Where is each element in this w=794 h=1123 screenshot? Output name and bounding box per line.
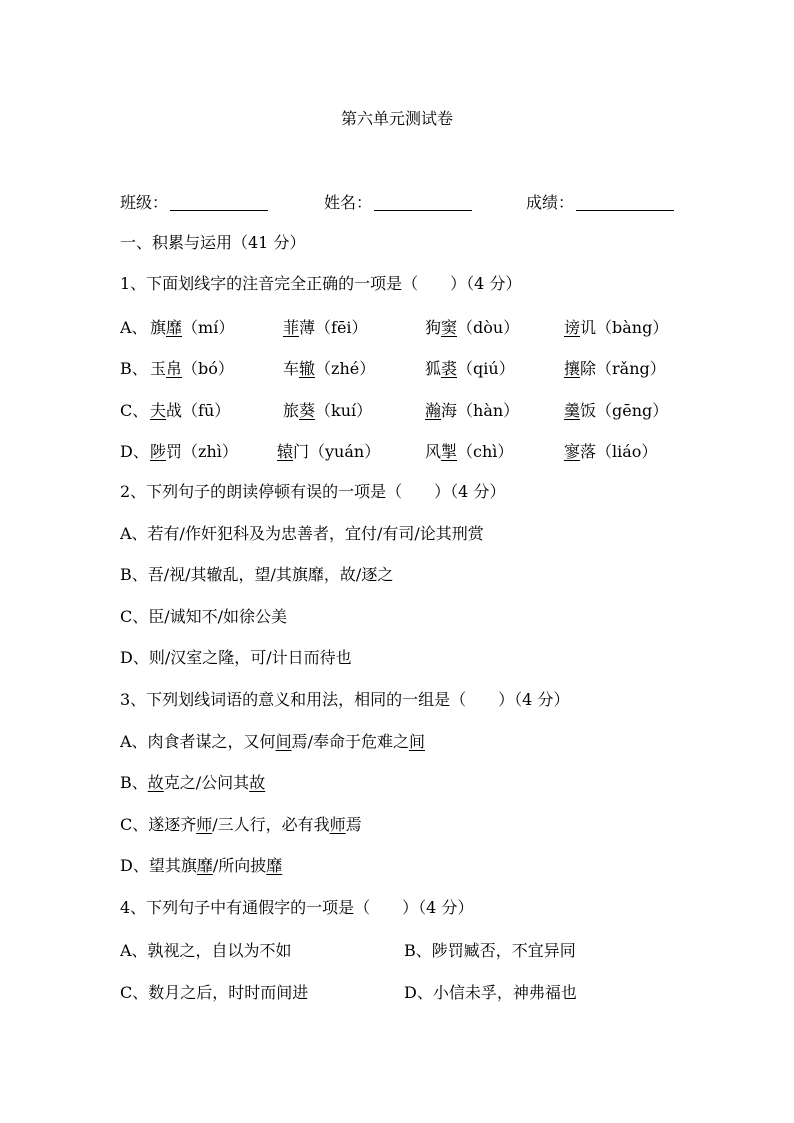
underlined-char: 帛 xyxy=(166,359,183,378)
underlined-char: 掣 xyxy=(441,442,458,461)
name-blank[interactable] xyxy=(374,194,472,211)
underlined-char: 攘 xyxy=(564,359,581,378)
pinyin-item: 瀚海（hàn） xyxy=(425,401,520,420)
question-2-option-b: B、吾/视/其辙乱，望/其旗靡，故/逐之 xyxy=(120,565,394,584)
option-text: /三人行，必有我 xyxy=(212,815,330,834)
option-letter: D、 xyxy=(120,442,149,461)
pinyin-item: 谤讥（bàng） xyxy=(564,318,669,337)
underlined-char: 羹 xyxy=(564,401,581,420)
option-text: /所向披 xyxy=(212,856,267,875)
pinyin-item: 菲薄（fēi） xyxy=(283,318,368,337)
section-heading: 一、积累与运用（41 分） xyxy=(120,233,306,252)
question-2-option-d: D、则/汉室之隆，可/计日而待也 xyxy=(120,648,352,667)
pinyin-item: 风掣（chì） xyxy=(425,442,514,461)
class-label: 班级： xyxy=(120,193,169,212)
underlined-char: 辕 xyxy=(277,442,294,461)
name-label: 姓名： xyxy=(324,193,373,212)
pinyin-item: 羹饭（gēng） xyxy=(564,401,669,420)
option-letter: C、 xyxy=(120,401,149,420)
pinyin-item: 寥落（liáo） xyxy=(564,442,658,461)
option-text: 焉 xyxy=(345,815,362,834)
underlined-word: 故 xyxy=(249,773,266,792)
pinyin-item: 夫战（fū） xyxy=(150,401,231,420)
question-4-option-c: C、数月之后，时时而间进 xyxy=(120,983,309,1002)
underlined-char: 裘 xyxy=(441,359,458,378)
underlined-char: 寥 xyxy=(564,442,581,461)
underlined-char: 谤 xyxy=(564,318,581,337)
pinyin-item: 玉帛（bó） xyxy=(150,359,234,378)
pinyin-item: 陟罚（zhì） xyxy=(150,442,238,461)
question-3-option xyxy=(120,814,362,836)
underlined-word: 师 xyxy=(196,815,213,834)
pinyin-item: 旅葵（kuí） xyxy=(283,401,373,420)
question-2-option-c: C、臣/诚知不/如徐公美 xyxy=(120,607,288,626)
score-field xyxy=(526,190,674,213)
option-text: B、 xyxy=(120,773,148,792)
option-letter: B、 xyxy=(120,359,148,378)
score-blank[interactable] xyxy=(576,194,674,211)
question-3-option xyxy=(120,772,265,794)
underlined-word: 间 xyxy=(275,732,292,751)
question-3-option xyxy=(120,731,425,753)
underlined-char: 夫 xyxy=(150,401,167,420)
option-text: 焉/奉命于危难之 xyxy=(291,732,409,751)
question-3-stem: 3、下列划线词语的意义和用法，相同的一组是（ ）（4 分） xyxy=(120,690,570,709)
question-4-option-d: D、小信未孚，神弗福也 xyxy=(404,983,577,1002)
pinyin-item: 旗靡（mí） xyxy=(150,318,235,337)
underlined-word: 靡 xyxy=(196,856,213,875)
option-text: A、肉食者谋之，又何 xyxy=(120,732,276,751)
underlined-word: 靡 xyxy=(266,856,283,875)
pinyin-item: 辕门（yuán） xyxy=(277,442,381,461)
underlined-char: 瀚 xyxy=(425,401,442,420)
question-2-option-a: A、若有/作奸犯科及为忠善者，宜付/有司/论其刑赏 xyxy=(120,524,484,543)
pinyin-item: 攘除（rǎng） xyxy=(564,359,666,378)
option-text: 克之/公问其 xyxy=(163,773,250,792)
question-1-stem: 1、下面划线字的注音完全正确的一项是（ ）（4 分） xyxy=(120,274,522,293)
underlined-char: 靡 xyxy=(166,318,183,337)
option-text: D、望其旗 xyxy=(120,856,197,875)
underlined-char: 窦 xyxy=(441,318,458,337)
underlined-word: 故 xyxy=(147,773,164,792)
underlined-char: 辙 xyxy=(299,359,316,378)
pinyin-item: 车辙（zhé） xyxy=(283,359,376,378)
pinyin-item: 狐裘（qiú） xyxy=(425,359,515,378)
question-2-stem: 2、下列句子的朗读停顿有误的一项是（ ）（4 分） xyxy=(120,482,506,501)
underlined-char: 菲 xyxy=(283,318,300,337)
question-4-stem: 4、下列句子中有通假字的一项是（ ）（4 分） xyxy=(120,898,474,917)
underlined-char: 葵 xyxy=(299,401,316,420)
page-title: 第六单元测试卷 xyxy=(340,109,453,128)
pinyin-item: 狗窦（dòu） xyxy=(425,318,520,337)
score-label: 成绩： xyxy=(526,193,575,212)
option-text: C、遂逐齐 xyxy=(120,815,197,834)
option-letter: A、 xyxy=(120,318,148,337)
question-3-option xyxy=(120,855,282,877)
underlined-word: 师 xyxy=(329,815,346,834)
class-blank[interactable] xyxy=(170,194,268,211)
underlined-char: 陟 xyxy=(150,442,167,461)
question-4-option-b: B、陟罚臧否，不宜异同 xyxy=(404,941,576,960)
question-4-option-a: A、孰视之，自以为不如 xyxy=(120,941,292,960)
underlined-word: 间 xyxy=(408,732,425,751)
name-field xyxy=(324,190,472,213)
class-field xyxy=(120,190,268,213)
